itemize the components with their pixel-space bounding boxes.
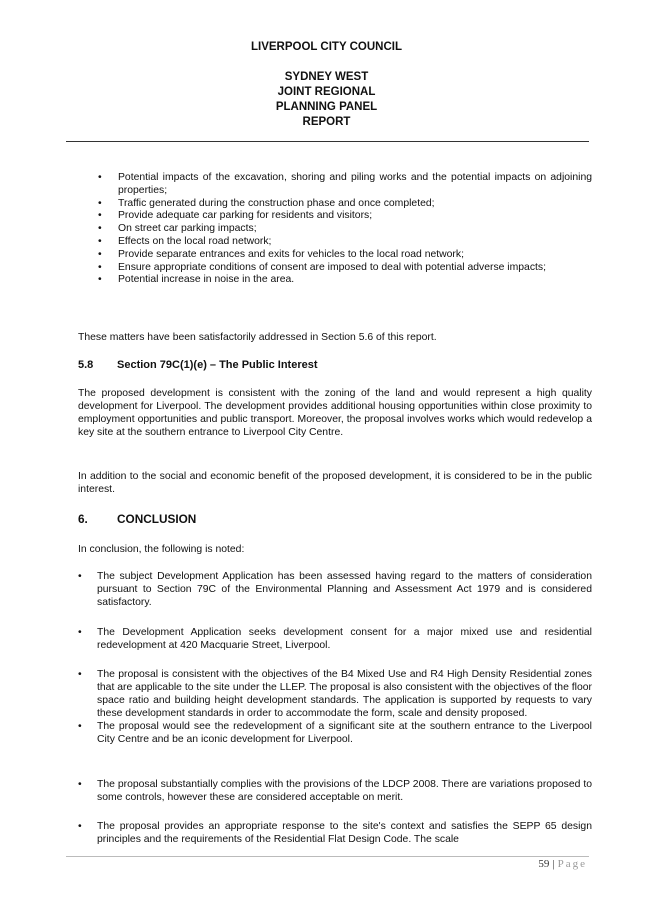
benefit-paragraph: In addition to the social and economic benefit of the proposed development, it is considered to be in the public interest. [78, 471, 592, 496]
list-item [78, 274, 592, 287]
report-title [0, 70, 653, 130]
section-number: 5.8 [78, 359, 94, 371]
bullet-icon: • [78, 669, 82, 680]
list-item-text: The proposal substantially complies with the provisions of the LDCP 2008. There are variations proposed to some controls, however these are considered acceptable on merit. [97, 779, 592, 804]
conclusion-list [78, 820, 592, 846]
conclusion-list [78, 778, 592, 804]
list-item [78, 249, 592, 262]
list-item-text: Ensure appropriate conditions of consent are imposed to deal with potential adverse impacts; [118, 261, 546, 273]
page-number: 59 [538, 858, 550, 870]
list-item-text: Potential impacts of the excavation, shoring and piling works and the potential impacts on adjoining properties; [118, 172, 592, 196]
list-item [78, 210, 592, 223]
list-item-text: Provide adequate car parking for residents and visitors; [118, 210, 373, 222]
list-item [78, 820, 592, 846]
conclusion-heading [78, 512, 196, 526]
header-divider [66, 141, 589, 142]
conclusion-list [78, 626, 592, 652]
bullet-icon: • [98, 197, 102, 209]
list-item-text: Provide separate entrances and exits for vehicles to the local road network; [118, 248, 464, 260]
conclusion-intro: In conclusion, the following is noted: [78, 544, 245, 555]
list-item [78, 668, 592, 720]
list-item [78, 262, 592, 275]
bullet-icon: • [98, 235, 102, 247]
conclusion-list [78, 570, 592, 609]
bullet-icon: • [78, 779, 82, 790]
bullet-icon: • [78, 627, 82, 638]
section-5-8-heading [78, 359, 318, 371]
bullet-icon: • [98, 223, 102, 235]
list-item [78, 626, 592, 652]
bullet-icon: • [78, 721, 82, 733]
section-number: 6. [78, 512, 88, 526]
list-item [78, 778, 592, 804]
page-footer [538, 858, 587, 870]
conclusion-list [78, 668, 592, 747]
bullet-icon: • [98, 172, 102, 183]
bullet-icon: • [78, 821, 82, 832]
list-item-text: The proposal would see the redevelopment of a significant site at the southern entrance to the Liverpool City Centre and be an iconic development for Liverpool. [97, 721, 592, 746]
bullet-icon: • [78, 571, 82, 582]
page-word: Page [557, 858, 587, 870]
section-title: CONCLUSION [117, 512, 197, 526]
council-name: LIVERPOOL CITY COUNCIL [250, 41, 402, 53]
list-item-text: The Development Application seeks development consent for a major mixed use and residential redevelopment at 420 Macquarie Street, Liverpool. [97, 627, 592, 652]
list-item [78, 720, 592, 746]
list-item-text: The proposal provides an appropriate response to the site's context and satisfies the SEPP 65 design principles and the requirements of the Residential Flat Design Code. The scale [97, 821, 592, 846]
list-item-text: On street car parking impacts; [118, 223, 257, 235]
report-title-line: REPORT [302, 116, 351, 128]
concerns-list [78, 172, 592, 287]
bullet-icon: • [98, 261, 102, 273]
footer-separator: | [552, 858, 555, 870]
footer-divider [66, 856, 589, 857]
list-item-text: Effects on the local road network; [118, 235, 272, 247]
bullet-icon: • [98, 210, 102, 222]
list-item-text: The subject Development Application has been assessed having regard to the matters of consideration pursuant to Section 79C of the Environmental Planning and Assessment Act 1979 and is considered satisfactory. [97, 571, 592, 609]
public-interest-paragraph: The proposed development is consistent with the zoning of the land and would represent a high quality development for Liverpool. The development provides additional housing opportunities within close proximity to employment opportunities and public transport. Moreover, the proposal involves works which would redevelop a key site at the southern entrance to Liverpool City Centre. [78, 388, 592, 439]
list-item [78, 236, 592, 249]
list-item-text: Potential increase in noise in the area. [118, 274, 295, 286]
list-item [78, 223, 592, 236]
list-item [78, 198, 592, 211]
addressed-paragraph: These matters have been satisfactorily addressed in Section 5.6 of this report. [78, 332, 437, 343]
list-item-text: The proposal is consistent with the objectives of the B4 Mixed Use and R4 High Density Residential zones that are applicable to the site under the LLEP. The proposal is also consistent with the objectives of the floor space ratio and building height development standards. The application is supported by requests to vary these development standards in order to accommodate the form, scale and density proposed. [97, 669, 592, 720]
list-item [78, 570, 592, 609]
report-title-line: SYDNEY WEST [284, 71, 369, 83]
report-title-line: JOINT REGIONAL [277, 86, 376, 98]
list-item-text: Traffic generated during the construction phase and once completed; [118, 197, 435, 209]
bullet-icon: • [98, 274, 102, 286]
section-title: Section 79C(1)(e) – The Public Interest [117, 359, 318, 371]
report-title-line: PLANNING PANEL [275, 101, 378, 113]
list-item [78, 172, 592, 198]
bullet-icon: • [98, 248, 102, 260]
